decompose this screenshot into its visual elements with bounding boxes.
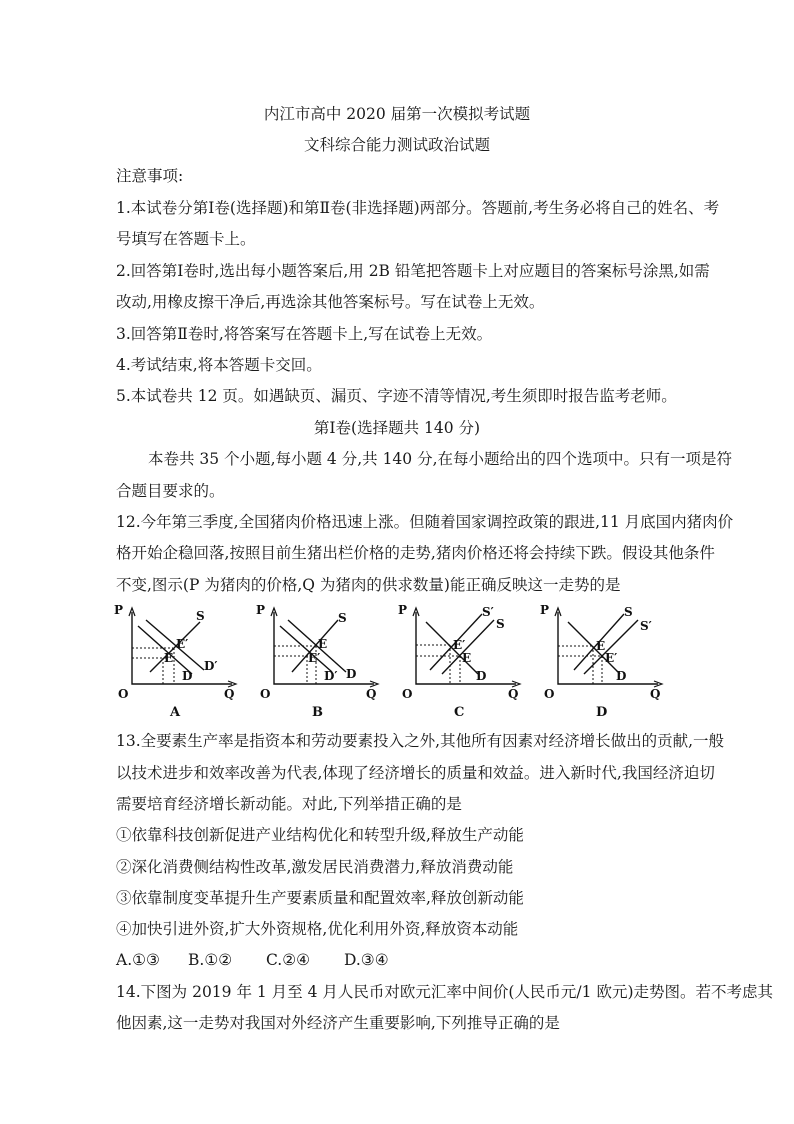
graph-a-origin-label: O: [118, 687, 129, 701]
graph-d-s2-label: S′: [640, 619, 652, 633]
q12-graph-d: [538, 600, 668, 722]
q13-choice-c: C.②④: [266, 951, 311, 969]
section-title: 第Ⅰ卷(选择题共 140 分): [313, 419, 481, 437]
graph-a-q-label: Q: [224, 687, 235, 701]
graph-d-s-label: S: [624, 605, 633, 619]
graph-d-d-label: D: [616, 669, 627, 683]
graph-c-s-label: S: [496, 617, 505, 631]
graph-b-origin-label: O: [260, 687, 271, 701]
graph-b-e2-label: E′: [308, 651, 321, 665]
graph-d-p-label: P: [540, 603, 550, 617]
graph-c-q-label: Q: [508, 687, 519, 701]
q12-graph-a: [112, 600, 242, 722]
q14-stem-1: 14.下图为 2019 年 1 月至 4 月人民币对欧元汇率中间价(人民币元/1 欧元)走势图。若不考虑其: [116, 983, 773, 1001]
graph-c-e-label: E: [462, 651, 472, 665]
q13-choice-a: A.①③: [116, 951, 160, 969]
graph-b-q-label: Q: [366, 687, 377, 701]
q13-stem-2: 以技术进步和效率改善为代表,体现了经济增长的质量和效益。进入新时代,我国经济迫切: [116, 764, 715, 782]
graph-b-s-label: S: [338, 611, 347, 625]
q14-stem-2: 他因素,这一走势对我国对外经济产生重要影响,下列推导正确的是: [116, 1014, 560, 1032]
graph-a-s-label: S: [196, 609, 205, 623]
demand-curve: [568, 622, 620, 674]
graph-b-d2-label: D′: [324, 669, 338, 683]
notice-item-5: 5.本试卷共 12 页。如遇缺页、漏页、字迹不清等情况,考生须即时报告监考老师。: [116, 387, 677, 405]
graph-c-p-label: P: [398, 603, 408, 617]
q13-option-4: ④加快引进外资,扩大外资规格,优化利用外资,释放资本动能: [116, 920, 519, 938]
graph-d-origin-label: O: [544, 687, 555, 701]
q12-stem-3: 不变,图示(P 为猪肉的价格,Q 为猪肉的供求数量)能正确反映这一走势的是: [116, 576, 621, 594]
graph-c-s2-label: S′: [482, 605, 494, 619]
graph-a-d2-label: D′: [204, 659, 218, 673]
notice-item-2: 2.回答第Ⅰ卷时,选出每小题答案后,用 2B 铅笔把答题卡上对应题目的答案标号涂黑,如需: [116, 262, 710, 280]
graph-b-p-label: P: [256, 603, 266, 617]
graph-d-q-label: Q: [650, 687, 661, 701]
graph-c-origin-label: O: [402, 687, 413, 701]
exam-subtitle: 文科综合能力测试政治试题: [303, 136, 490, 154]
section-intro-cont: 合题目要求的。: [116, 482, 225, 500]
q12-stem-1: 12.今年第三季度,全国猪肉价格迅速上涨。但随着国家调控政策的跟进,11 月底国内猪肉价: [116, 513, 734, 531]
graph-a-e-label: E: [164, 651, 174, 665]
graph-a-d-label: D: [182, 669, 193, 683]
q13-choice-b: B.①②: [188, 951, 233, 969]
exam-title: 内江市高中 2020 届第一次模拟考试题: [263, 105, 531, 123]
graph-a-p-label: P: [114, 603, 124, 617]
q12-graph-c: [396, 600, 526, 722]
graph-a-caption: A: [170, 705, 181, 720]
graph-b-caption: B: [312, 705, 323, 720]
section-intro: 本卷共 35 个小题,每小题 4 分,共 140 分,在每小题给出的四个选项中。只有一项是符: [148, 450, 733, 468]
q13-choice-d: D.③④: [344, 951, 389, 969]
notice-heading: 注意事项:: [116, 167, 184, 185]
q13-stem-1: 13.全要素生产率是指资本和劳动要素投入之外,其他所有因素对经济增长做出的贡献,一般: [116, 732, 725, 750]
notice-item-2-cont: 改动,用橡皮擦干净后,再选涂其他答案标号。写在试卷上无效。: [116, 293, 545, 311]
q12-stem-2: 格开始企稳回落,按照目前生猪出栏价格的走势,猪肉价格还将会持续下跌。假设其他条件: [116, 544, 715, 562]
graph-c-d-label: D: [476, 669, 487, 683]
graph-b-d-label: D: [346, 667, 357, 681]
graph-d-e2-label: E′: [605, 651, 618, 665]
graph-a-e2-label: E′: [176, 637, 189, 651]
q13-option-3: ③依靠制度变革提升生产要素质量和配置效率,释放创新动能: [116, 889, 524, 907]
q12-graph-b: [254, 600, 384, 722]
graph-d-caption: D: [596, 705, 608, 720]
notice-item-3: 3.回答第Ⅱ卷时,将答案写在答题卡上,写在试卷上无效。: [116, 325, 493, 343]
notice-item-4: 4.考试结束,将本答题卡交回。: [116, 356, 322, 374]
graph-d-e-label: E: [596, 639, 606, 653]
notice-item-1: 1.本试卷分第Ⅰ卷(选择题)和第Ⅱ卷(非选择题)两部分。答题前,考生务必将自己的姓名、考: [116, 199, 720, 217]
q13-stem-3: 需要培育经济增长新动能。对此,下列举措正确的是: [116, 795, 462, 813]
q13-option-2: ②深化消费侧结构性改革,激发居民消费潜力,释放消费动能: [116, 858, 514, 876]
graph-b-e-label: E: [318, 637, 328, 651]
graph-c-e2-label: E′: [453, 638, 466, 652]
notice-item-1-cont: 号填写在答题卡上。: [116, 230, 256, 248]
q13-option-1: ①依靠科技创新促进产业结构优化和转型升级,释放生产动能: [116, 826, 524, 844]
graph-c-caption: C: [454, 705, 465, 720]
